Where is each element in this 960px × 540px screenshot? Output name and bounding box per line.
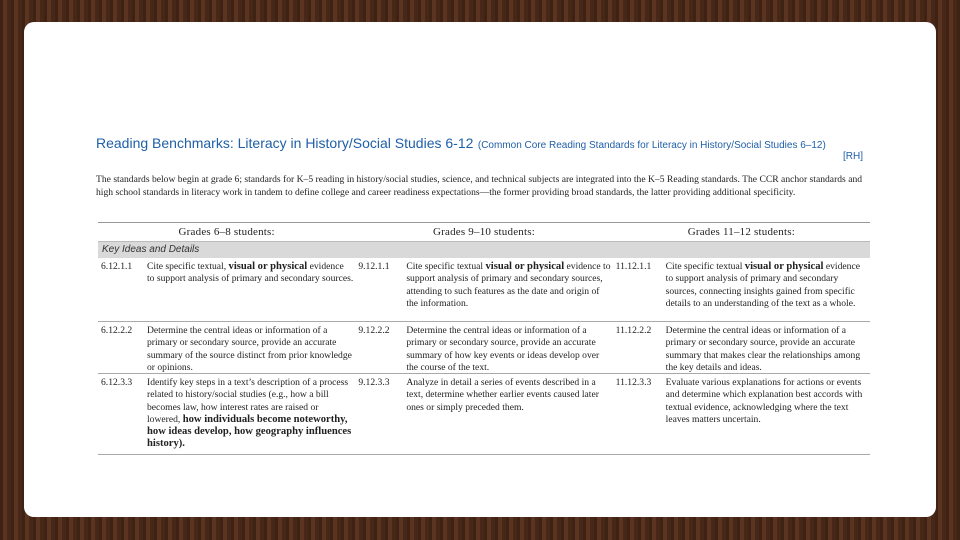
standard-cell [355,322,612,373]
standard-cell [98,374,355,454]
standard-text [666,325,868,371]
standard-text [147,377,353,452]
standard-cell [613,374,870,454]
standard-code: 9.12.3.3 [358,377,390,388]
intro-paragraph: The standards below begin at grade 6; standards for K–5 reading in history/social studies, science, and technical subjects are integrated into the K–5 Reading standards. The CCR anchor standards and high school standards in literacy work in tandem to define college and career readiness expectations—the former providing broad standards, the latter providing additional specificity. [96,174,863,198]
standard-code: 9.12.1.1 [358,261,390,272]
text-part: Cite specific textual [665,261,745,272]
document-title [96,135,863,162]
text-part: Determine the central ideas or information of a primary or secondary source, provide an accurate summary that makes clear the relationships among the key details and ideas. [665,325,861,373]
standard-text [406,325,610,371]
standard-cell [355,258,612,321]
standard-code: 11.12.1.1 [615,261,652,272]
standard-text [406,261,610,319]
standard-cell [355,374,612,454]
standard-text [666,261,868,319]
standard-text [147,325,353,371]
text-part: evidence to support analysis of primary and secondary sources. [147,261,354,285]
table-row [98,258,870,322]
text-part: evidence to support analysis of primary and secondary sources, connecting insights gained from specific details to an understanding of the text as a whole. [665,261,860,309]
standard-code: 11.12.2.2 [615,325,652,336]
standard-code: 11.12.3.3 [615,377,652,388]
standard-code: 9.12.2.2 [358,325,390,336]
standard-code: 6.12.3.3 [101,377,133,388]
text-part: Identify key steps in a text’s description of a process related to history/social studies (e.g., how a bill becomes law, how interest rates are raised or lowered, [147,377,349,425]
standard-text [406,377,610,452]
standard-cell [98,322,355,373]
title-sub: (Common Core Reading Standards for Literacy in History/Social Studies 6–12) [477,140,826,151]
text-part: Analyze in detail a series of events described in a text, determine whether earlier events caused later ones or simply preceded them. [406,377,599,413]
header-grades-6-8: Grades 6–8 students: [178,226,275,238]
text-part: Evaluate various explanations for actions or events and determine which explanation best accords with textual evidence, acknowledging where the text leaves matters uncertain. [665,377,863,425]
standard-cell [613,258,870,321]
standards-table [98,222,870,455]
standard-cell [613,322,870,373]
text-part: evidence to support analysis of primary and secondary sources, attending to such features as the date and origin of the information. [406,261,611,309]
title-main: Reading Benchmarks: Literacy in History/Social Studies 6-12 [96,135,474,151]
header-grades-11-12: Grades 11–12 students: [687,226,795,238]
table-header [98,223,870,242]
table-row [98,374,870,455]
header-grades-9-10: Grades 9–10 students: [433,226,535,238]
standard-code: 6.12.2.2 [101,325,133,336]
text-bold: visual or physical [485,261,565,272]
section-key-ideas: Key Ideas and Details [98,242,870,258]
standard-text [147,261,353,319]
standard-code: 6.12.1.1 [101,261,133,272]
text-bold: visual or physical [228,261,308,272]
text-part: Cite specific textual, [147,261,229,272]
text-part: Cite specific textual [406,261,486,272]
text-part: Determine the central ideas or information of a primary or secondary source, provide an accurate summary of how key events or ideas develop over the course of the text. [406,325,600,373]
text-bold: how individuals become noteworthy, how ideas develop, how geography influences history). [147,413,352,450]
standard-cell [98,258,355,321]
text-part: Determine the central ideas or information of a primary or secondary source, provide an accurate summary of the source distinct from prior knowledge or opinions. [147,325,352,373]
text-bold: visual or physical [744,261,824,272]
title-tag: [RH] [843,151,863,162]
table-row [98,322,870,374]
standard-text [666,377,868,452]
